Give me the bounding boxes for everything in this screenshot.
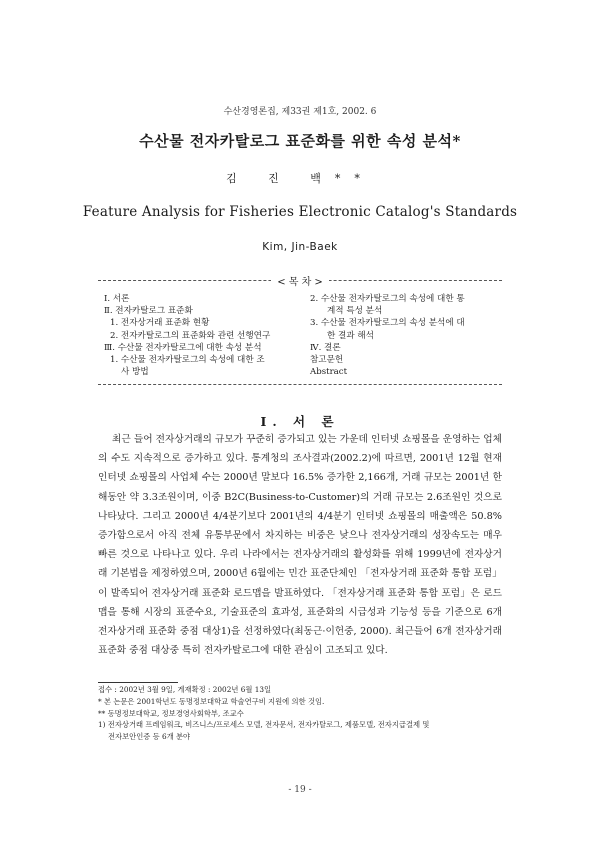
toc-item: 사 방법 — [121, 367, 149, 378]
toc-item: 2. 전자카탈로그의 표준화와 관련 선행연구 — [110, 330, 271, 341]
toc-item: Ⅱ. 전자카탈로그 표준화 — [104, 306, 193, 317]
footnote-divider — [98, 682, 178, 683]
toc-item: 1. 전자상거래 표준화 현황 — [110, 318, 210, 329]
author-english: Kim, Jin-Baek — [262, 241, 338, 253]
footnote: 전자보안인증 등 6개 분야 — [108, 732, 191, 742]
paper-title-korean: 수산물 전자카탈로그 표준화를 위한 속성 분석* — [139, 132, 461, 150]
footnote: 접수 : 2002년 3월 9일, 게재확정 : 2002년 6월 13일 — [98, 685, 272, 694]
toc-right-column — [310, 293, 500, 378]
page-number: - 19 - — [288, 785, 312, 795]
footnote: 1) 전자상거래 프레임워크, 비즈니스/프로세스 모델, 전자문서, 전자카탈로그, 제품모델, 전자지급결제 및 — [98, 720, 430, 730]
journal-info: 수산경영론집, 제33권 제1호, 2002. 6 — [223, 107, 377, 117]
toc-item: 계적 특성 분석 — [327, 306, 383, 317]
footnotes — [98, 684, 508, 743]
toc-item: Ⅳ. 결론 — [310, 342, 341, 353]
toc-item: 3. 수산물 전자카탈로그의 속성 분석에 대 — [310, 318, 465, 329]
toc-item: 2. 수산물 전자카탈로그의 속성에 대한 통 — [310, 294, 465, 304]
footnote: * 본 논문은 2001학년도 동명정보대학교 학술연구비 지원에 의한 것임. — [98, 696, 325, 706]
body-paragraph: 최근 들어 전자상거래의 규모가 꾸준히 증가되고 있는 가운데 인터넷 쇼핑몰을 운영하는 업체의 수도 지속적으로 증가하고 있다. 통계청의 조사결과(2002.2)에 따르면, 2001년 12월 현재 인터넷 쇼핑몰의 사업체 수는 2000년 말보다 16.5% 증가한 2,166개, 거래 규모는 2001년 한해동안 약 3.3조원이며, 이중 B2C(Business-to-Customer)의 거래 규모는 2.6조원인 것으로 나타났다. 그리고 2000년 4/4분기보다 2001년의 4/4분기 인터넷 쇼핑몰의 매출액은 50.8% 증가함으로서 아직 전체 유통부문에서 차지하는 비중은 낮으나 전자상거래의 성장속도는 매우 빠른 것으로 나타나고 있다. 우리 나라에서는 전자상거래의 활성화를 위해 1999년에 전자상거래 기본법을 제정하였으며, 2000년 6월에는 민간 표준단체인 「전자상거래 표준화 통합 포럼」이 발족되어 전자상거래 표준화 로드맵을 발표하였다. 「전자상거래 표준화 통합 포럼」은 로드맵을 통해 시장의 표준수요, 기술표준의 효과성, 표준화의 시급성과 기능성 등을 기준으로 6개 전자상거래 표준화 중점 대상1)을 선정하였다(최동근·이헌중, 2000). 최근들어 6개 전자상거래 표준화 중점 대상중 특히 전자카탈로그에 대한 관심이 고조되고 있다. — [98, 434, 502, 657]
toc-item: Ⅰ. 서론 — [104, 294, 130, 304]
paper-title-english: Feature Analysis for Fisheries Electronic Catalog's Standards — [82, 204, 518, 220]
toc-item: Ⅲ. 수산물 전자카탈로그에 대한 속성 분석 — [104, 342, 262, 353]
section-title: Ⅰ. 서 론 — [260, 414, 340, 429]
toc-item: Abstract — [310, 367, 348, 378]
author-korean: 김 진 백** — [226, 172, 374, 185]
footnote: ** 동명정보대학교, 정보경영사회학부, 조교수 — [98, 708, 244, 718]
table-of-contents — [98, 277, 502, 385]
toc-heading: < 목 차 > — [98, 273, 502, 288]
toc-item: 한 결과 해석 — [327, 330, 374, 341]
toc-item: 1. 수산물 전자카탈로그의 속성에 대한 조 — [110, 355, 265, 366]
toc-left-column — [104, 293, 304, 378]
toc-item: 참고문헌 — [310, 355, 344, 366]
